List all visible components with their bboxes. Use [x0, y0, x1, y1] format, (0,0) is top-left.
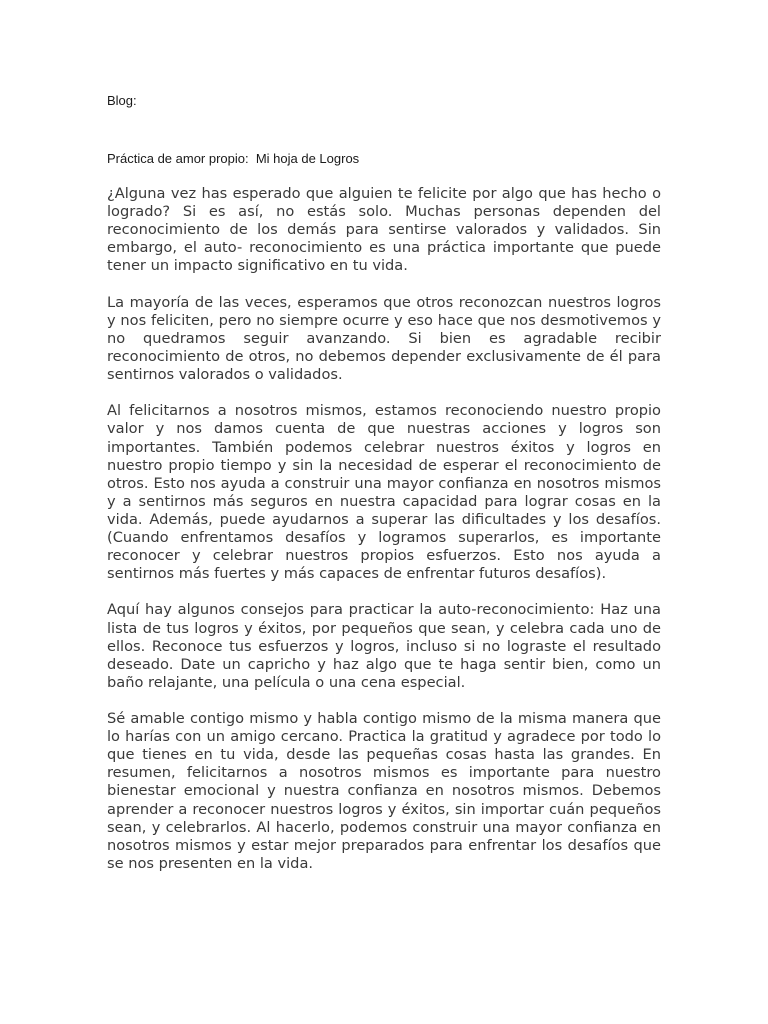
body-paragraph: La mayoría de las veces, esperamos que otros reconozcan nuestros logros y nos feliciten, pero no siempre ocurre y eso hace que nos desmotivemos y no quedramos seguir avanzando. Si bien es agradable recibir reconocimiento de otros, no debemos depender exclusivamente de él para sentirnos valorados o validados.: [107, 293, 661, 384]
post-body: [107, 185, 661, 891]
body-paragraph: Al felicitarnos a nosotros mismos, estamos reconociendo nuestro propio valor y nos damos cuenta de que nuestras acciones y logros son importantes. También podemos celebrar nuestros éxitos y logros en nuestro propio tiempo y sin la necesidad de esperar el reconocimiento de otros. Esto nos ayuda a construir una mayor confianza en nosotros mismos y a sentirnos más seguros en nuestra capacidad para lograr cosas en la vida. Además, puede ayudarnos a superar las dificultades y los desafíos. (Cuando enfrentamos desafíos y logramos superarlos, es importante reconocer y celebrar nuestros propios esfuerzos. Esto nos ayuda a sentirnos más fuertes y más capaces de enfrentar futuros desafíos).: [107, 402, 661, 583]
body-paragraph: Sé amable contigo mismo y habla contigo mismo de la misma manera que lo harías con un amigo cercano. Practica la gratitud y agradece por todo lo que tienes en tu vida, desde las pequeñas cosas hasta las grandes. En resumen, felicitarnos a nosotros mismos es importante para nuestro bienestar emocional y nuestra confianza en nosotros mismos. Debemos aprender a reconocer nuestros logros y éxitos, sin importar cuán pequeños sean, y celebrarlos. Al hacerlo, podemos construir una mayor confianza en nosotros mismos y estar mejor preparados para enfrentar los desafíos que se nos presenten en la vida.: [107, 710, 661, 872]
body-paragraph: Aquí hay algunos consejos para practicar la auto-reconocimiento: Haz una lista de tus logros y éxitos, por pequeños que sean, y celebra cada uno de ellos. Reconoce tus esfuerzos y logros, incluso si no lograste el resultado deseado. Date un capricho y haz algo que te haga sentir bien, como un baño relajante, una película o una cena especial.: [107, 601, 661, 691]
blog-label: Blog:: [107, 93, 137, 108]
body-paragraph: ¿Alguna vez has esperado que alguien te felicite por algo que has hecho o logrado? Si es así, no estás solo. Muchas personas dependen del reconocimiento de los demás para sentirse valorados y validados. Sin embargo, el auto- reconocimiento es una práctica importante que puede tener un impacto significativo en tu vida.: [107, 185, 661, 275]
post-title: Práctica de amor propio: Mi hoja de Logros: [107, 151, 360, 166]
